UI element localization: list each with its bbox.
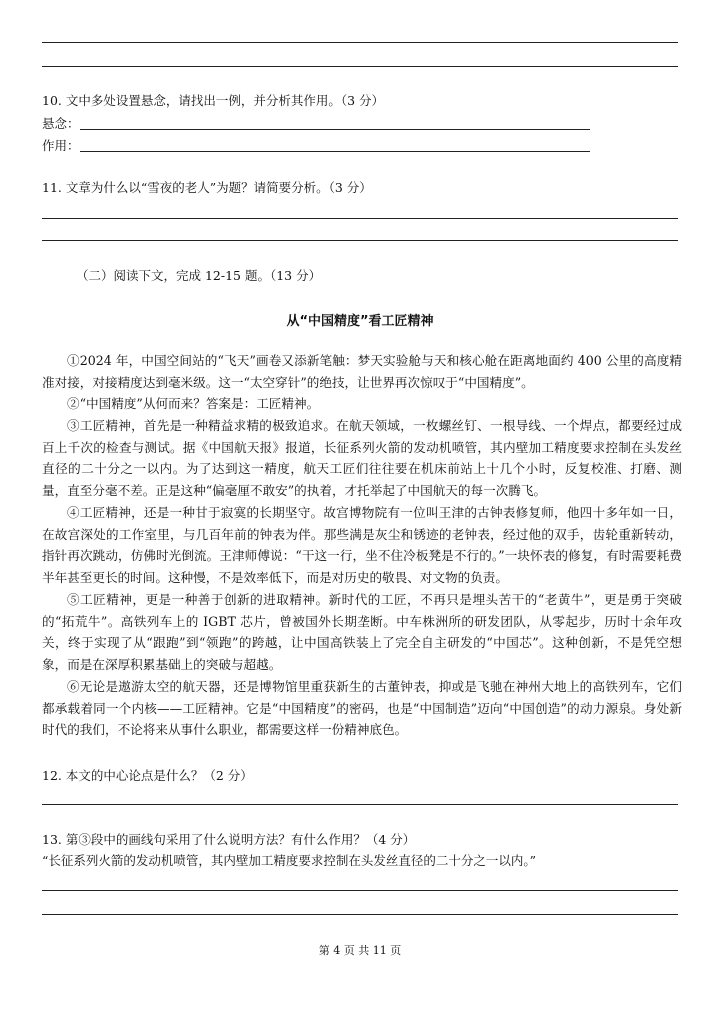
quoted-sentence: “长征系列火箭的发动机喷管，其内壁加工精度要求控制在头发丝直径的二十分之一以内。” [42,853,537,868]
answer-line [42,914,678,915]
paragraph-2: ②“中国精度”从何而来？答案是：工匠精神。 [67,396,320,411]
paragraph-6: ⑥无论是遨游太空的航天器，还是博物馆里重获新生的古董钟表，抑或是飞驰在神州大地上的高铁列车，它们都承载着同一个内核——工匠精神。它是“中国精度”的密码，也是“中国制造”迈向“中国创造”的动力源泉。身处新时代的我们，不论将来从事什么职业，都需要这样一份精神底色。 [42,679,682,738]
question-10: 10. 文中多处设置悬念，请找出一例，并分析其作用。（3 分） [42,93,385,108]
paragraph-4: ④工匠精神，还是一种甘于寂寞的长期坚守。故宫博物院有一位叫王津的古钟表修复师，他四十多年如一日，在故宫深处的工作室里，与几百年前的钟表为伴。那些满是灰尘和锈迹的老钟表，经过他的双手，齿轮重新转动，指针再次跳动，仿佛时光倒流。王津师傅说：“干这一行，坐不住冷板凳是不行的。”一块怀表的修复，有时需要耗费半年甚至更长的时间。这种慢，不是效率低下，而是对历史的敬畏、对文物的负责。 [42,505,682,585]
paragraph-1: ①2024 年，中国空间站的“飞天”画卷又添新笔触：梦天实验舱与天和核心舱在距离地面约 400 公里的高度精准对接，对接精度达到毫米级。这一“太空穿针”的绝技，让世界再次惊叹于“中国精度”。 [42,353,682,390]
answer-line [42,240,678,241]
paragraph-3: ③工匠精神，首先是一种精益求精的极致追求。在航天领域，一枚螺丝钉、一根导线、一个焊点，都要经过成百上千次的检查与测试。据《中国航天报》报道，长征系列火箭的发动机喷管，其内壁加工精度要求控制在头发丝直径的二十分之一以内。为了达到这一精度，航天工匠们往往要在机床前站上十几个小时，反复校准、打磨、测量，直至分毫不差。正是这种“偏毫厘不敢安”的执着，才托举起了中国航天的每一次腾飞。 [42,418,682,498]
suspense-answer-line [80,129,590,130]
effect-label: 作用： [42,138,80,153]
question-13: 13. 第③段中的画线句采用了什么说明方法？有什么作用？（4 分） [42,832,416,847]
answer-line [42,804,678,805]
answer-line [42,218,678,219]
answer-line [42,42,678,43]
section-heading: （二）阅读下文，完成 12-15 题。（13 分） [76,268,322,283]
question-12: 12. 本文的中心论点是什么？（2 分） [42,768,253,783]
effect-answer-line [80,151,590,152]
answer-line [42,890,678,891]
answer-line [42,66,678,67]
page-number: 第 4 页 共 11 页 [318,944,402,957]
article-title: 从“中国精度”看工匠精神 [286,314,434,329]
suspense-label: 悬念： [42,116,80,131]
paragraph-5: ⑤工匠精神，更是一种善于创新的进取精神。新时代的工匠，不再只是埋头苦干的“老黄牛”，更是勇于突破的“拓荒牛”。高铁列车上的 IGBT 芯片，曾被国外长期垄断。中车株洲所的研发团队，从零起步，历时十余年攻关，终于实现了从“跟跑”到“领跑”的跨越，让中国高铁装上了完全自主研发的“中国芯”。这种创新，不是凭空想象，而是在深厚积累基础上的突破与超越。 [42,592,682,672]
question-11: 11. 文章为什么以“雪夜的老人”为题？请简要分析。（3 分） [42,180,372,195]
